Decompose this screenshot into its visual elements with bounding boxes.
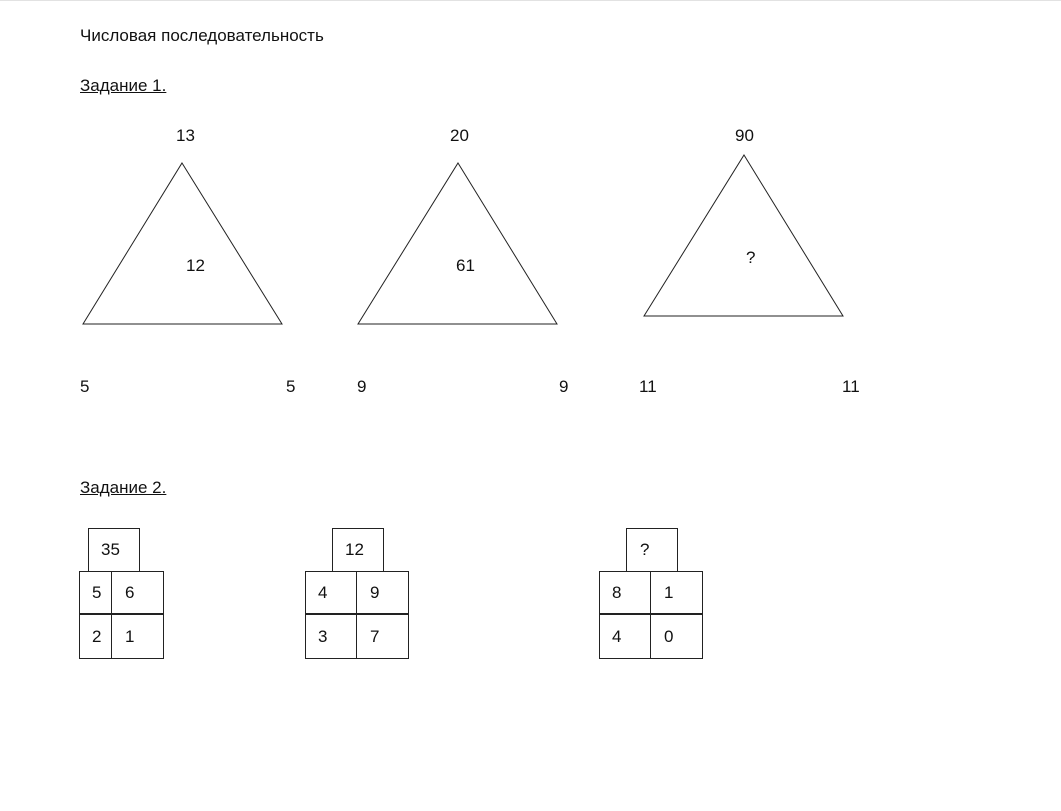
grid-divider-horizontal: [79, 613, 164, 615]
grid-cell: 1: [125, 627, 135, 646]
grid-top-box: [332, 528, 384, 572]
document-title: Числовая последовательность: [80, 26, 324, 45]
grid-cell: 3: [318, 627, 328, 646]
triangle-center-number: 12: [186, 256, 205, 275]
grid-cell: 9: [370, 583, 380, 602]
task1-heading: Задание 1.: [80, 76, 167, 95]
triangle-top-number: 90: [735, 126, 754, 145]
triangle-top-number: 13: [176, 126, 195, 145]
grid-top-box: [626, 528, 678, 572]
triangle-top-number: 20: [450, 126, 469, 145]
triangle-right-number: 11: [842, 377, 860, 396]
grid-top-number: ?: [640, 540, 650, 559]
triangle-center-number: 61: [456, 256, 475, 275]
triangle-shape: [643, 154, 845, 318]
triangle-left-number: 5: [80, 377, 90, 396]
grid-top-box: [88, 528, 140, 572]
grid-cell: 6: [125, 583, 135, 602]
triangle-left-number: 9: [357, 377, 367, 396]
grid-top-number: 12: [345, 540, 364, 559]
grid-cell: 8: [612, 583, 622, 602]
triangle-right-number: 5: [286, 377, 296, 396]
grid-divider-vertical: [111, 571, 112, 659]
triangle-shape: [82, 162, 284, 326]
grid-divider-vertical: [650, 571, 651, 659]
grid-cell: 4: [612, 627, 622, 646]
page-top-border: [0, 0, 1061, 1]
grid-cell: 7: [370, 627, 380, 646]
triangle-center-number: ?: [746, 248, 756, 267]
grid-divider-horizontal: [305, 613, 409, 615]
grid-cell: 1: [664, 583, 674, 602]
triangle-right-number: 9: [559, 377, 569, 396]
grid-cell: 4: [318, 583, 328, 602]
triangle-left-number: 11: [639, 377, 657, 396]
task2-heading: Задание 2.: [80, 478, 167, 497]
grid-divider-horizontal: [599, 613, 703, 615]
grid-cell: 5: [92, 583, 102, 602]
grid-divider-vertical: [356, 571, 357, 659]
grid-top-number: 35: [101, 540, 120, 559]
grid-cell: 2: [92, 627, 102, 646]
triangle-shape: [357, 162, 559, 326]
grid-cell: 0: [664, 627, 674, 646]
